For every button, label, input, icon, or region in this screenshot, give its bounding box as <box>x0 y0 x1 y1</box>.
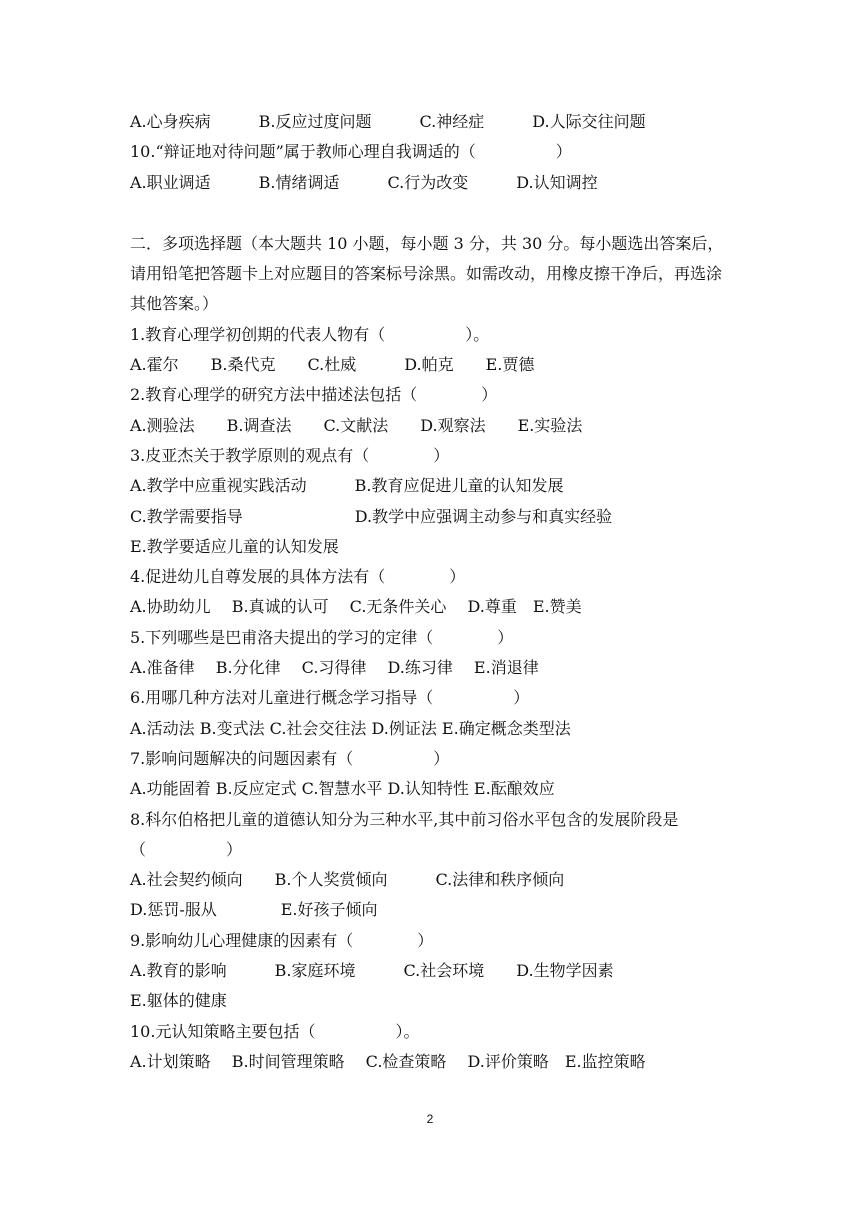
mc-question-10-stem: 10.元认知策略主要包括（ ）。 <box>130 1022 420 1041</box>
mc-question-6-stem: 6.用哪几种方法对儿童进行概念学习指导（ ） <box>130 688 530 707</box>
mc-question-8-stem-continued: （ ） <box>130 840 243 859</box>
mc-question-9-stem: 9.影响幼儿心理健康的因素有（ ） <box>130 931 434 950</box>
mc-question-7-options: A.功能固着 B.反应定式 C.智慧水平 D.认知特性 E.酝酿效应 <box>130 779 555 798</box>
mc-question-8-stem: 8.科尔伯格把儿童的道德认知分为三种水平,其中前习俗水平包含的发展阶段是 <box>130 810 679 829</box>
question-10-stem: 10.“辩证地对待问题”属于教师心理自我调适的（ ） <box>130 142 572 161</box>
page-number: 2 <box>426 1112 434 1126</box>
mc-question-3-options-cd: C.教学需要指导 D.教学中应强调主动参与和真实经验 <box>130 507 613 526</box>
mc-question-5-options: A.准备律 B.分化律 C.习得律 D.练习律 E.消退律 <box>130 658 539 677</box>
mc-question-5-stem: 5.下列哪些是巴甫洛夫提出的学习的定律（ ） <box>130 628 514 647</box>
mc-question-8-options-de: D.惩罚-服从 E.好孩子倾向 <box>130 900 378 919</box>
mc-question-3-options-e: E.教学要适应儿童的认知发展 <box>130 537 339 556</box>
mc-question-10-options: A.计划策略 B.时间管理策略 C.检查策略 D.评价策略 E.监控策略 <box>130 1052 646 1071</box>
mc-question-9-options-abcd: A.教育的影响 B.家庭环境 C.社会环境 D.生物学因素 <box>130 961 614 980</box>
mc-question-7-stem: 7.影响问题解决的问题因素有（ ） <box>130 749 450 768</box>
mc-question-2-options: A.测验法 B.调查法 C.文献法 D.观察法 E.实验法 <box>130 416 583 435</box>
mc-question-3-options-ab: A.教学中应重视实践活动 B.教育应促进儿童的认知发展 <box>130 476 564 495</box>
mc-question-1-stem: 1.教育心理学初创期的代表人物有（ ）。 <box>130 325 490 344</box>
question-10-options: A.职业调适 B.情绪调适 C.行为改变 D.认知调控 <box>130 173 598 192</box>
mc-question-4-stem: 4.促进幼儿自尊发展的具体方法有（ ） <box>130 567 466 586</box>
mc-question-8-options-abc: A.社会契约倾向 B.个人奖赏倾向 C.法律和秩序倾向 <box>130 870 565 889</box>
mc-question-3-stem: 3.皮亚杰关于教学原则的观点有（ ） <box>130 446 450 465</box>
mc-question-6-options: A.活动法 B.变式法 C.社会交往法 D.例证法 E.确定概念类型法 <box>130 719 571 738</box>
mc-question-4-options: A.协助幼儿 B.真诚的认可 C.无条件关心 D.尊重 E.赞美 <box>130 597 582 616</box>
mc-question-9-options-e: E.躯体的健康 <box>130 991 227 1010</box>
section-2-instructions: 二．多项选择题（本大题共 10 小题，每小题 3 分，共 30 分。每小题选出答案后，请用铅笔把答题卡上对应题目的答案标号涂黑。如需改动，用橡皮擦干净后，再选涂其他答案。） <box>130 234 724 313</box>
mc-question-1-options: A.霍尔 B.桑代克 C.杜威 D.帕克 E.贾德 <box>130 355 535 374</box>
mc-question-2-stem: 2.教育心理学的研究方法中描述法包括（ ） <box>130 385 498 404</box>
question-9-options: A.心身疾病 B.反应过度问题 C.神经症 D.人际交往问题 <box>130 112 646 131</box>
